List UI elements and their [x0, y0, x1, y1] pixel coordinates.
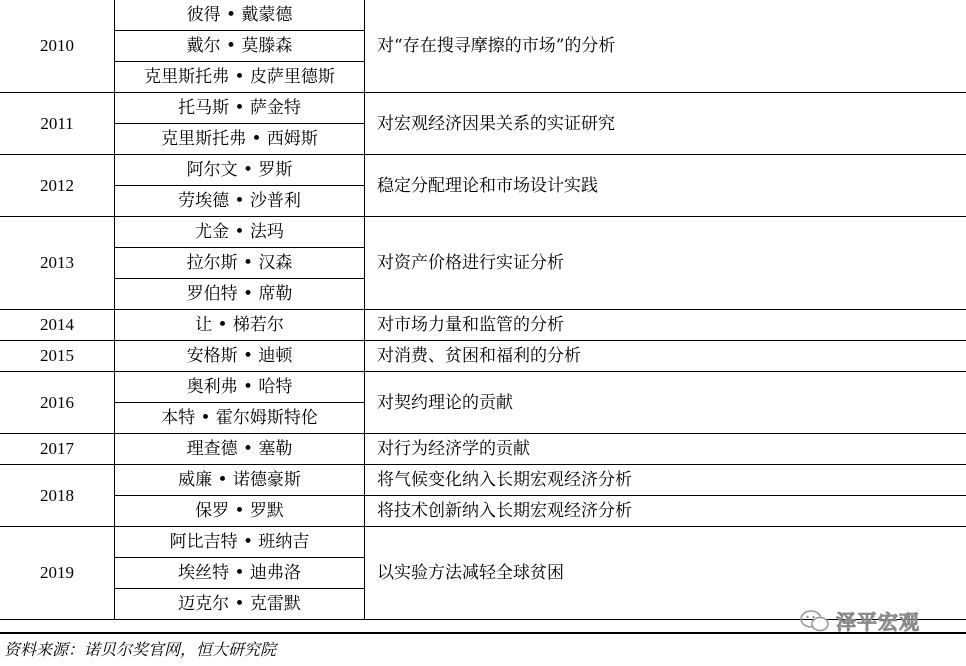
year-cell: 2016: [0, 372, 115, 434]
laureate-name: 让 • 梯若尔: [115, 310, 365, 341]
source-note: 资料来源：诺贝尔奖官网，恒大研究院: [4, 640, 277, 659]
laureate-name: 罗伯特 • 席勒: [115, 279, 365, 310]
contribution-cell: 对资产价格进行实证分析: [365, 217, 966, 310]
laureate-name: 埃丝特 • 迪弗洛: [115, 558, 365, 589]
contribution-cell: 将气候变化纳入长期宏观经济分析: [365, 465, 966, 496]
table-row: [0, 310, 966, 341]
laureate-name: 安格斯 • 迪顿: [115, 341, 365, 372]
table-row: [0, 372, 966, 403]
contribution-cell: 对消费、贫困和福利的分析: [365, 341, 966, 372]
year-cell: 2018: [0, 465, 115, 527]
contribution-cell: 对行为经济学的贡献: [365, 434, 966, 465]
laureate-name: 克里斯托弗 • 西姆斯: [115, 124, 365, 155]
year-cell: 2013: [0, 217, 115, 310]
laureate-name: 彼得 • 戴蒙德: [115, 0, 365, 31]
laureate-name: 本特 • 霍尔姆斯特伦: [115, 403, 365, 434]
laureate-name: 威廉 • 诺德豪斯: [115, 465, 365, 496]
year-cell: 2011: [0, 93, 115, 155]
contribution-cell: 对契约理论的贡献: [365, 372, 966, 434]
table-row: [0, 434, 966, 465]
table-row: [0, 217, 966, 248]
laureate-name: 劳埃德 • 沙普利: [115, 186, 365, 217]
year-cell: 2017: [0, 434, 115, 465]
laureate-name: 托马斯 • 萨金特: [115, 93, 365, 124]
watermark: [800, 606, 920, 635]
contribution-cell: 对“存在搜寻摩擦的市场”的分析: [365, 0, 966, 93]
table-row: [0, 93, 966, 124]
year-cell: 2019: [0, 527, 115, 620]
laureate-name: 保罗 • 罗默: [115, 496, 365, 527]
year-cell: 2010: [0, 0, 115, 93]
laureate-name: 迈克尔 • 克雷默: [115, 589, 365, 620]
table-row: [0, 341, 966, 372]
watermark-text: 泽平宏观: [836, 610, 920, 634]
contribution-cell: 稳定分配理论和市场设计实践: [365, 155, 966, 217]
laureate-name: 阿比吉特 • 班纳吉: [115, 527, 365, 558]
laureate-name: 阿尔文 • 罗斯: [115, 155, 365, 186]
laureate-name: 拉尔斯 • 汉森: [115, 248, 365, 279]
contribution-cell: 对市场力量和监管的分析: [365, 310, 966, 341]
table-row: [0, 496, 966, 527]
table-row: [0, 527, 966, 558]
contribution-cell: 将技术创新纳入长期宏观经济分析: [365, 496, 966, 527]
laureate-name: 理查德 • 塞勒: [115, 434, 365, 465]
contribution-cell: 对宏观经济因果关系的实证研究: [365, 93, 966, 155]
laureate-name: 戴尔 • 莫滕森: [115, 31, 365, 62]
contribution-cell: 以实验方法减轻全球贫困: [365, 527, 966, 620]
year-cell: 2014: [0, 310, 115, 341]
year-cell: 2015: [0, 341, 115, 372]
table-row: [0, 0, 966, 31]
table-row: [0, 155, 966, 186]
laureate-name: 奥利弗 • 哈特: [115, 372, 365, 403]
laureate-name: 尤金 • 法玛: [115, 217, 365, 248]
laureate-name: 克里斯托弗 • 皮萨里德斯: [115, 62, 365, 93]
year-cell: 2012: [0, 155, 115, 217]
wechat-icon: [800, 609, 830, 633]
table-row: [0, 465, 966, 496]
